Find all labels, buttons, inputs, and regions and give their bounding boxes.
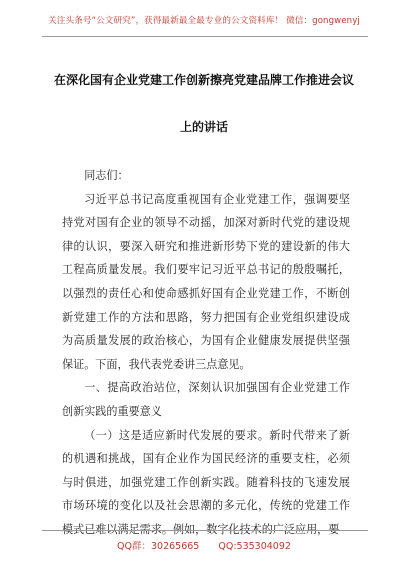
footer-divider xyxy=(42,530,368,531)
body-paragraph: （一）这是适应新时代发展的要求。新时代带来了新的机遇和挑战，国有企业作为国民经济的重要支柱，必须与时俱进，加强党建工作创新实践。随着科技的飞速发展市场环境的变化以及社会思潮的多元化，传统的党建工作模式已难以满足需求。例如，数字化技术的广泛应用，要 xyxy=(62,428,350,536)
page-header-promo: 关注头条号“公文研究”，获得最新最全最专业的公文资料库！ 微信：gongwenyj xyxy=(48,16,360,26)
salutation: 同志们： xyxy=(84,169,129,182)
header-divider xyxy=(42,36,368,37)
footer-qq-group: QQ群：30265665 xyxy=(117,541,200,552)
footer-qq: QQ:535304092 xyxy=(218,541,291,552)
document-title-line-2: 上的讲话 xyxy=(179,120,228,134)
section-heading: 一、提高政治站位，深刻认识加强国有企业党建工作创新实践的重要意义 xyxy=(62,381,350,418)
body-paragraph: 习近平总书记高度重视国有企业党建工作，强调要坚持党对国有企业的领导不动摇，加深对新时代党的建设规律的认识，要深入研究和推进新形势下党的建设新的伟大工程高质量发展。我们要牢记习近平总书记的殷殷嘱托，以强烈的责任心和使命感抓好国有企业党建工作，不断创新党建工作的方法和思路，努力把国有企业党组织建设成为高质量发展的政治核心，为国有企业健康发展提供坚强保证。下面，我代表党委讲三点意见。 xyxy=(62,192,350,371)
document-body xyxy=(62,164,350,542)
page-footer xyxy=(0,538,408,552)
document-title-line-1: 在深化国有企业党建工作创新擦亮党建品牌工作推进会议 xyxy=(53,73,354,87)
